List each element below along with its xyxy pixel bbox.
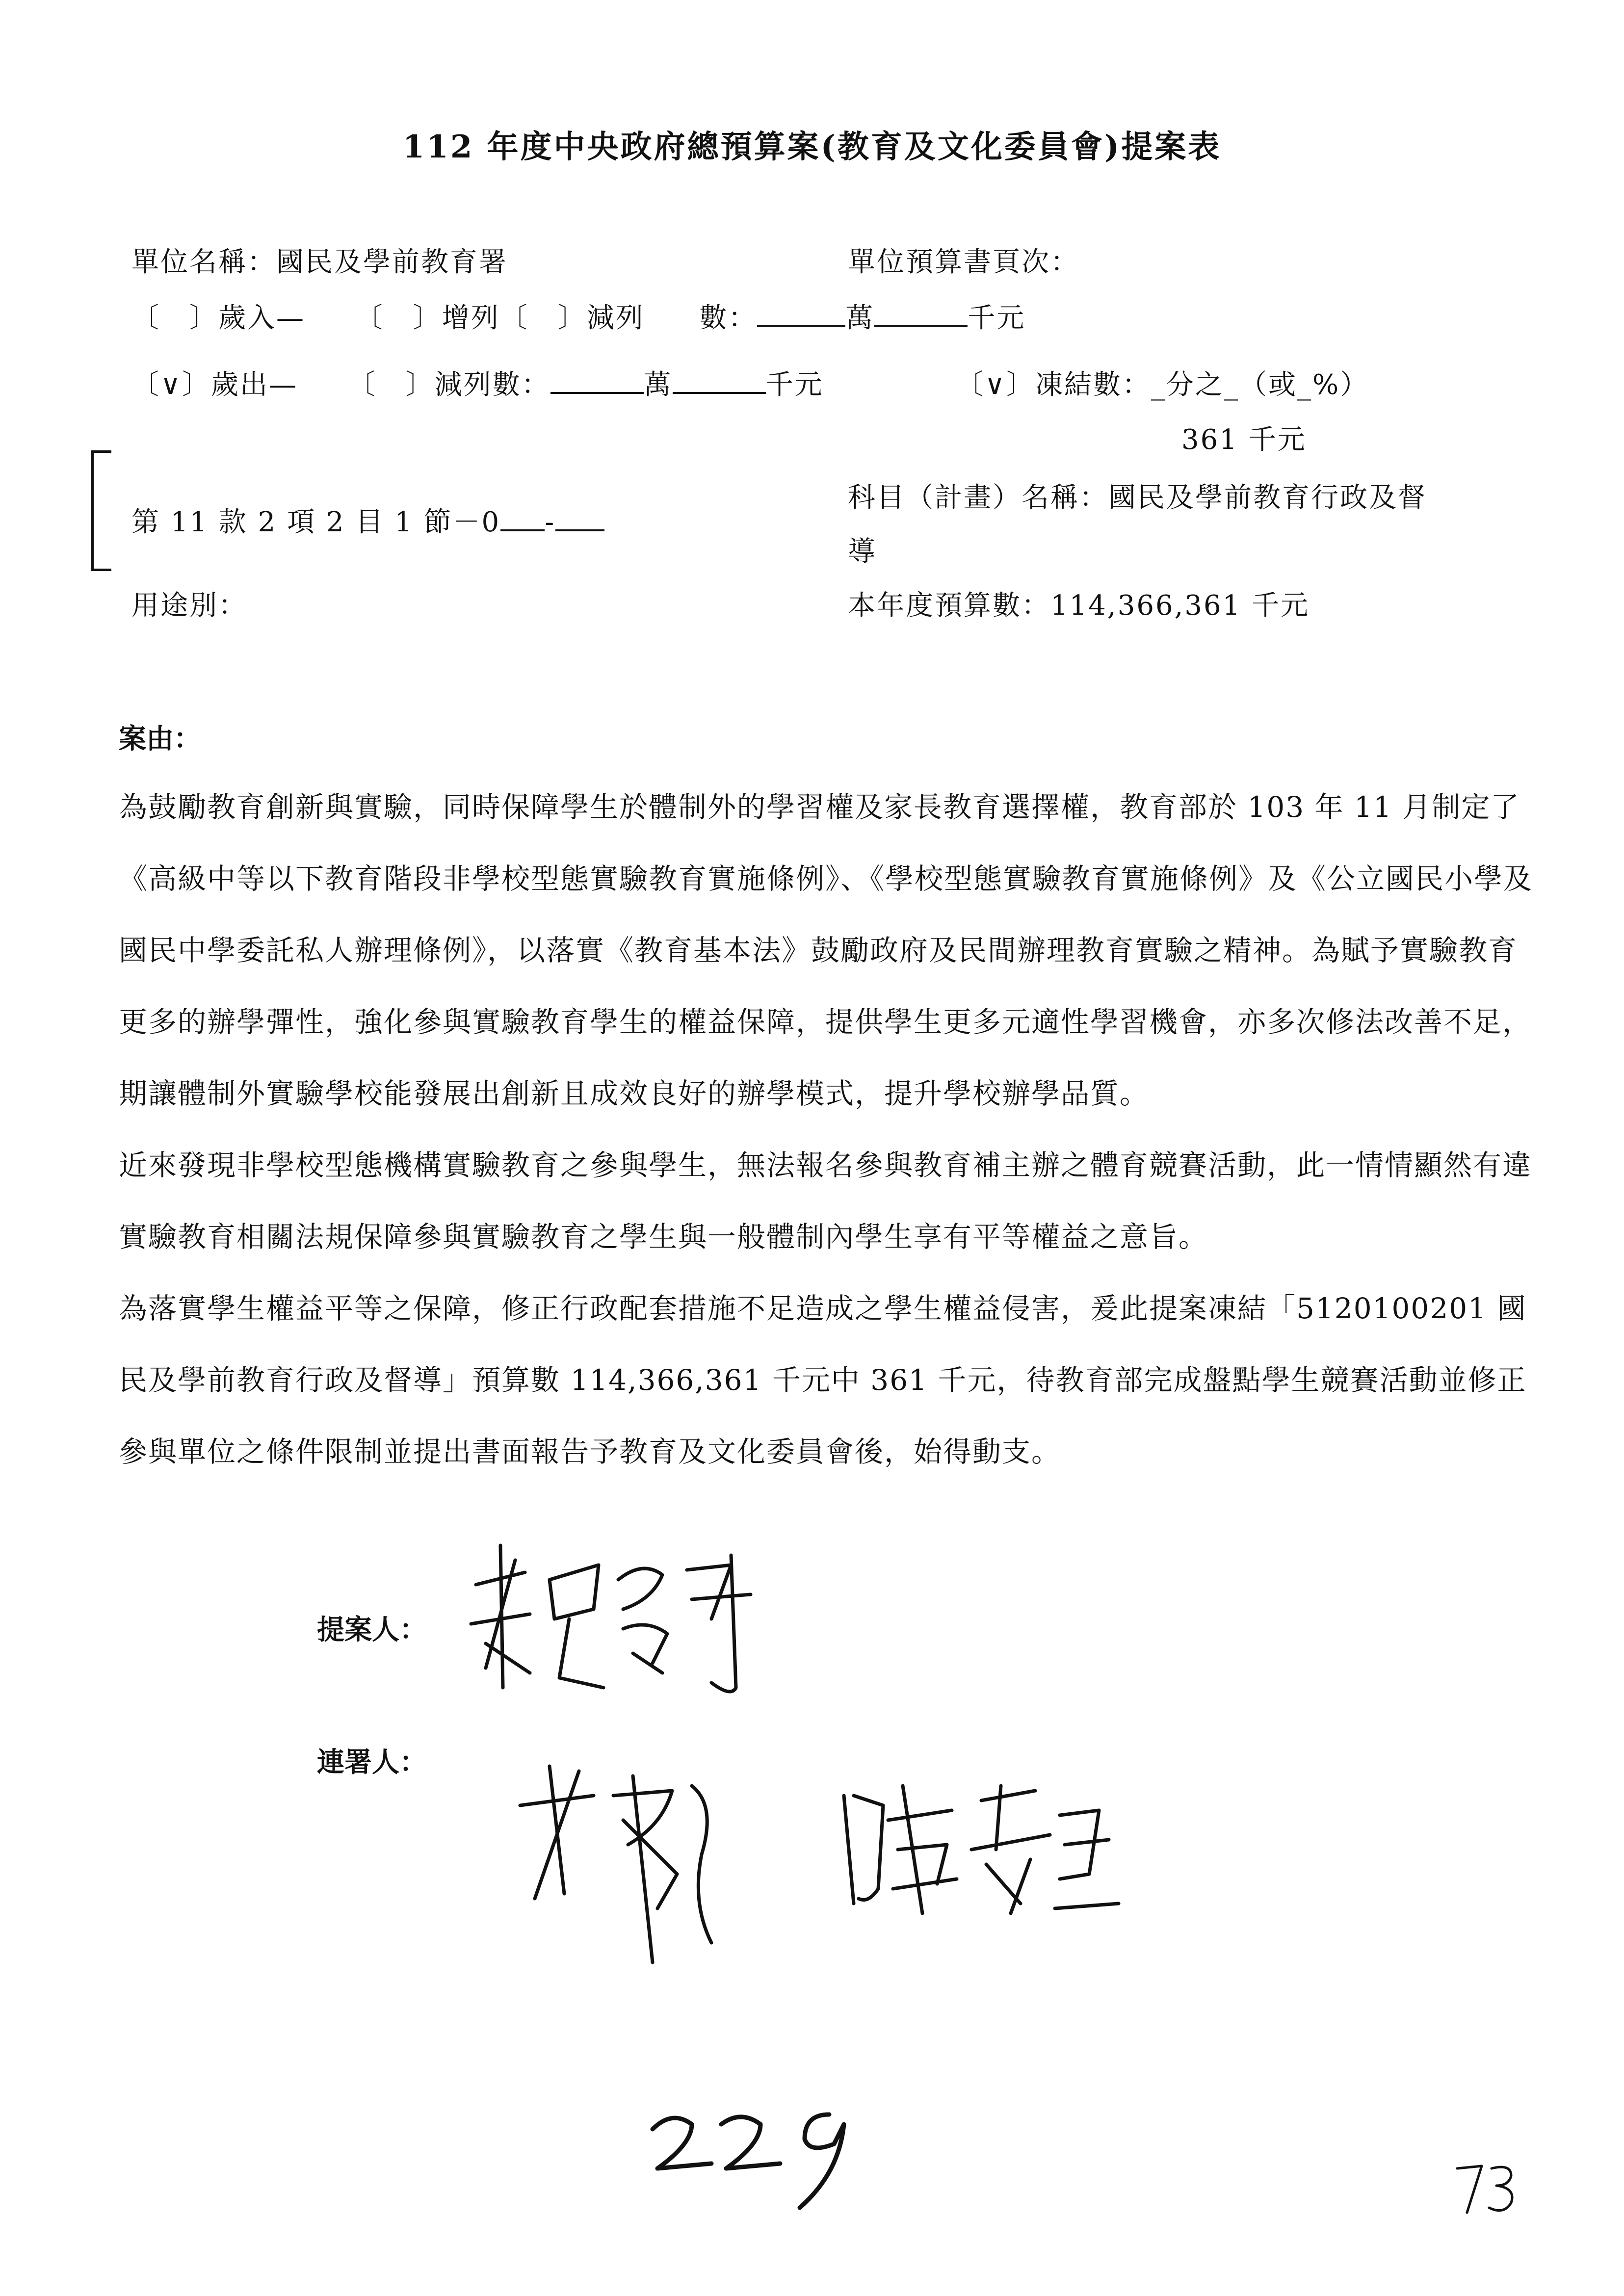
decrease-checkbox: 〔 〕減列數：	[347, 369, 550, 401]
blank-line	[757, 299, 845, 327]
amount-label: 數：	[699, 302, 758, 334]
usage-label: 用途別：	[131, 590, 247, 622]
reason-body	[119, 771, 1542, 1487]
handwritten-page-number	[638, 2095, 864, 2213]
reason-label: 案由：	[119, 723, 201, 755]
increase-decrease-checkbox: 〔 〕增列〔 〕減列	[355, 302, 645, 334]
expense-row	[131, 363, 824, 402]
item-code: 第 11 款 2 項 2 目 1 節－0 -	[131, 500, 604, 540]
proposer-signature	[456, 1526, 780, 1702]
income-checkbox: 〔 〕歲入—	[131, 302, 305, 334]
unit-name: 單位名稱：國民及學前教育署	[131, 246, 508, 278]
qian-unit: 千元	[968, 302, 1026, 334]
wan-unit: 萬	[845, 302, 875, 334]
cosigner-label: 連署人：	[317, 1746, 427, 1778]
blank-line	[874, 299, 968, 327]
document-title: 112 年度中央政府總預算案(教育及文化委員會)提案表	[402, 129, 1222, 165]
blank-line	[550, 365, 644, 394]
handwritten-corner-number	[1452, 2159, 1526, 2218]
cosigner-signature-1	[505, 1747, 741, 1972]
blank-line	[673, 365, 766, 394]
qian-unit: 千元	[765, 369, 824, 401]
freeze-amount: 361 千元	[1181, 424, 1307, 456]
proposer-label: 提案人：	[317, 1614, 427, 1646]
reason-paragraph: 為鼓勵教育創新與實驗，同時保障學生於體制外的學習權及家長教育選擇權，教育部於 103 年 11 月制定了《高級中等以下教育階段非學校型態實驗教育實施條例》、《學校型態實驗教育實施條例》及《公立國民小學及國民中學委託私人辦理條例》，以落實《教育基本法》鼓勵政府及民間辦理教育實驗之精神。為賦予實驗教育更多的辦學彈性，強化參與實驗教育學生的權益保障，提供學生更多元適性學習機會，亦多次修法改善不足，期讓體制外實驗學校能發展出創新且成效良好的辦學模式，提升學校辦學品質。	[119, 790, 1533, 1110]
item-code-text: 第 11 款 2 項 2 目 1 節－0	[131, 506, 501, 538]
reason-paragraph: 為落實學生權益平等之保障，修正行政配套措施不足造成之學生權益侵害，爰此提案凍結「5120100201 國民及學前教育行政及督導」預算數 114,366,361 千元中 361 千元，待教育部完成盤點學生競賽活動並修正參與單位之條件限制並提出書面報告予教育及文化委員會後，始得動支。	[119, 1292, 1527, 1468]
subject-name: 科目（計畫）名稱：國民及學前教育行政及督	[848, 482, 1427, 514]
expense-checkbox: 〔∨〕歲出—	[131, 369, 298, 401]
blank-line	[500, 503, 545, 531]
wan-unit: 萬	[643, 369, 673, 401]
cosigner-signature-2	[824, 1766, 1128, 1928]
blank-line	[555, 503, 604, 531]
left-bracket	[91, 450, 111, 571]
budget-amount: 本年度預算數：114,366,361 千元	[848, 590, 1310, 622]
budget-page-label: 單位預算書頁次：	[848, 246, 1079, 278]
freeze-label: 〔∨〕凍結數：_分之_（或_%）	[956, 369, 1369, 401]
income-row	[131, 296, 1025, 336]
reason-paragraph: 近來發現非學校型態機構實驗教育之參與學生，無法報名參與教育補主辦之體育競賽活動，此一情情顯然有違實驗教育相關法規保障參與實驗教育之學生與一般體制內學生享有平等權益之意旨。	[119, 1148, 1532, 1253]
subject-name-cont: 導	[848, 536, 877, 568]
